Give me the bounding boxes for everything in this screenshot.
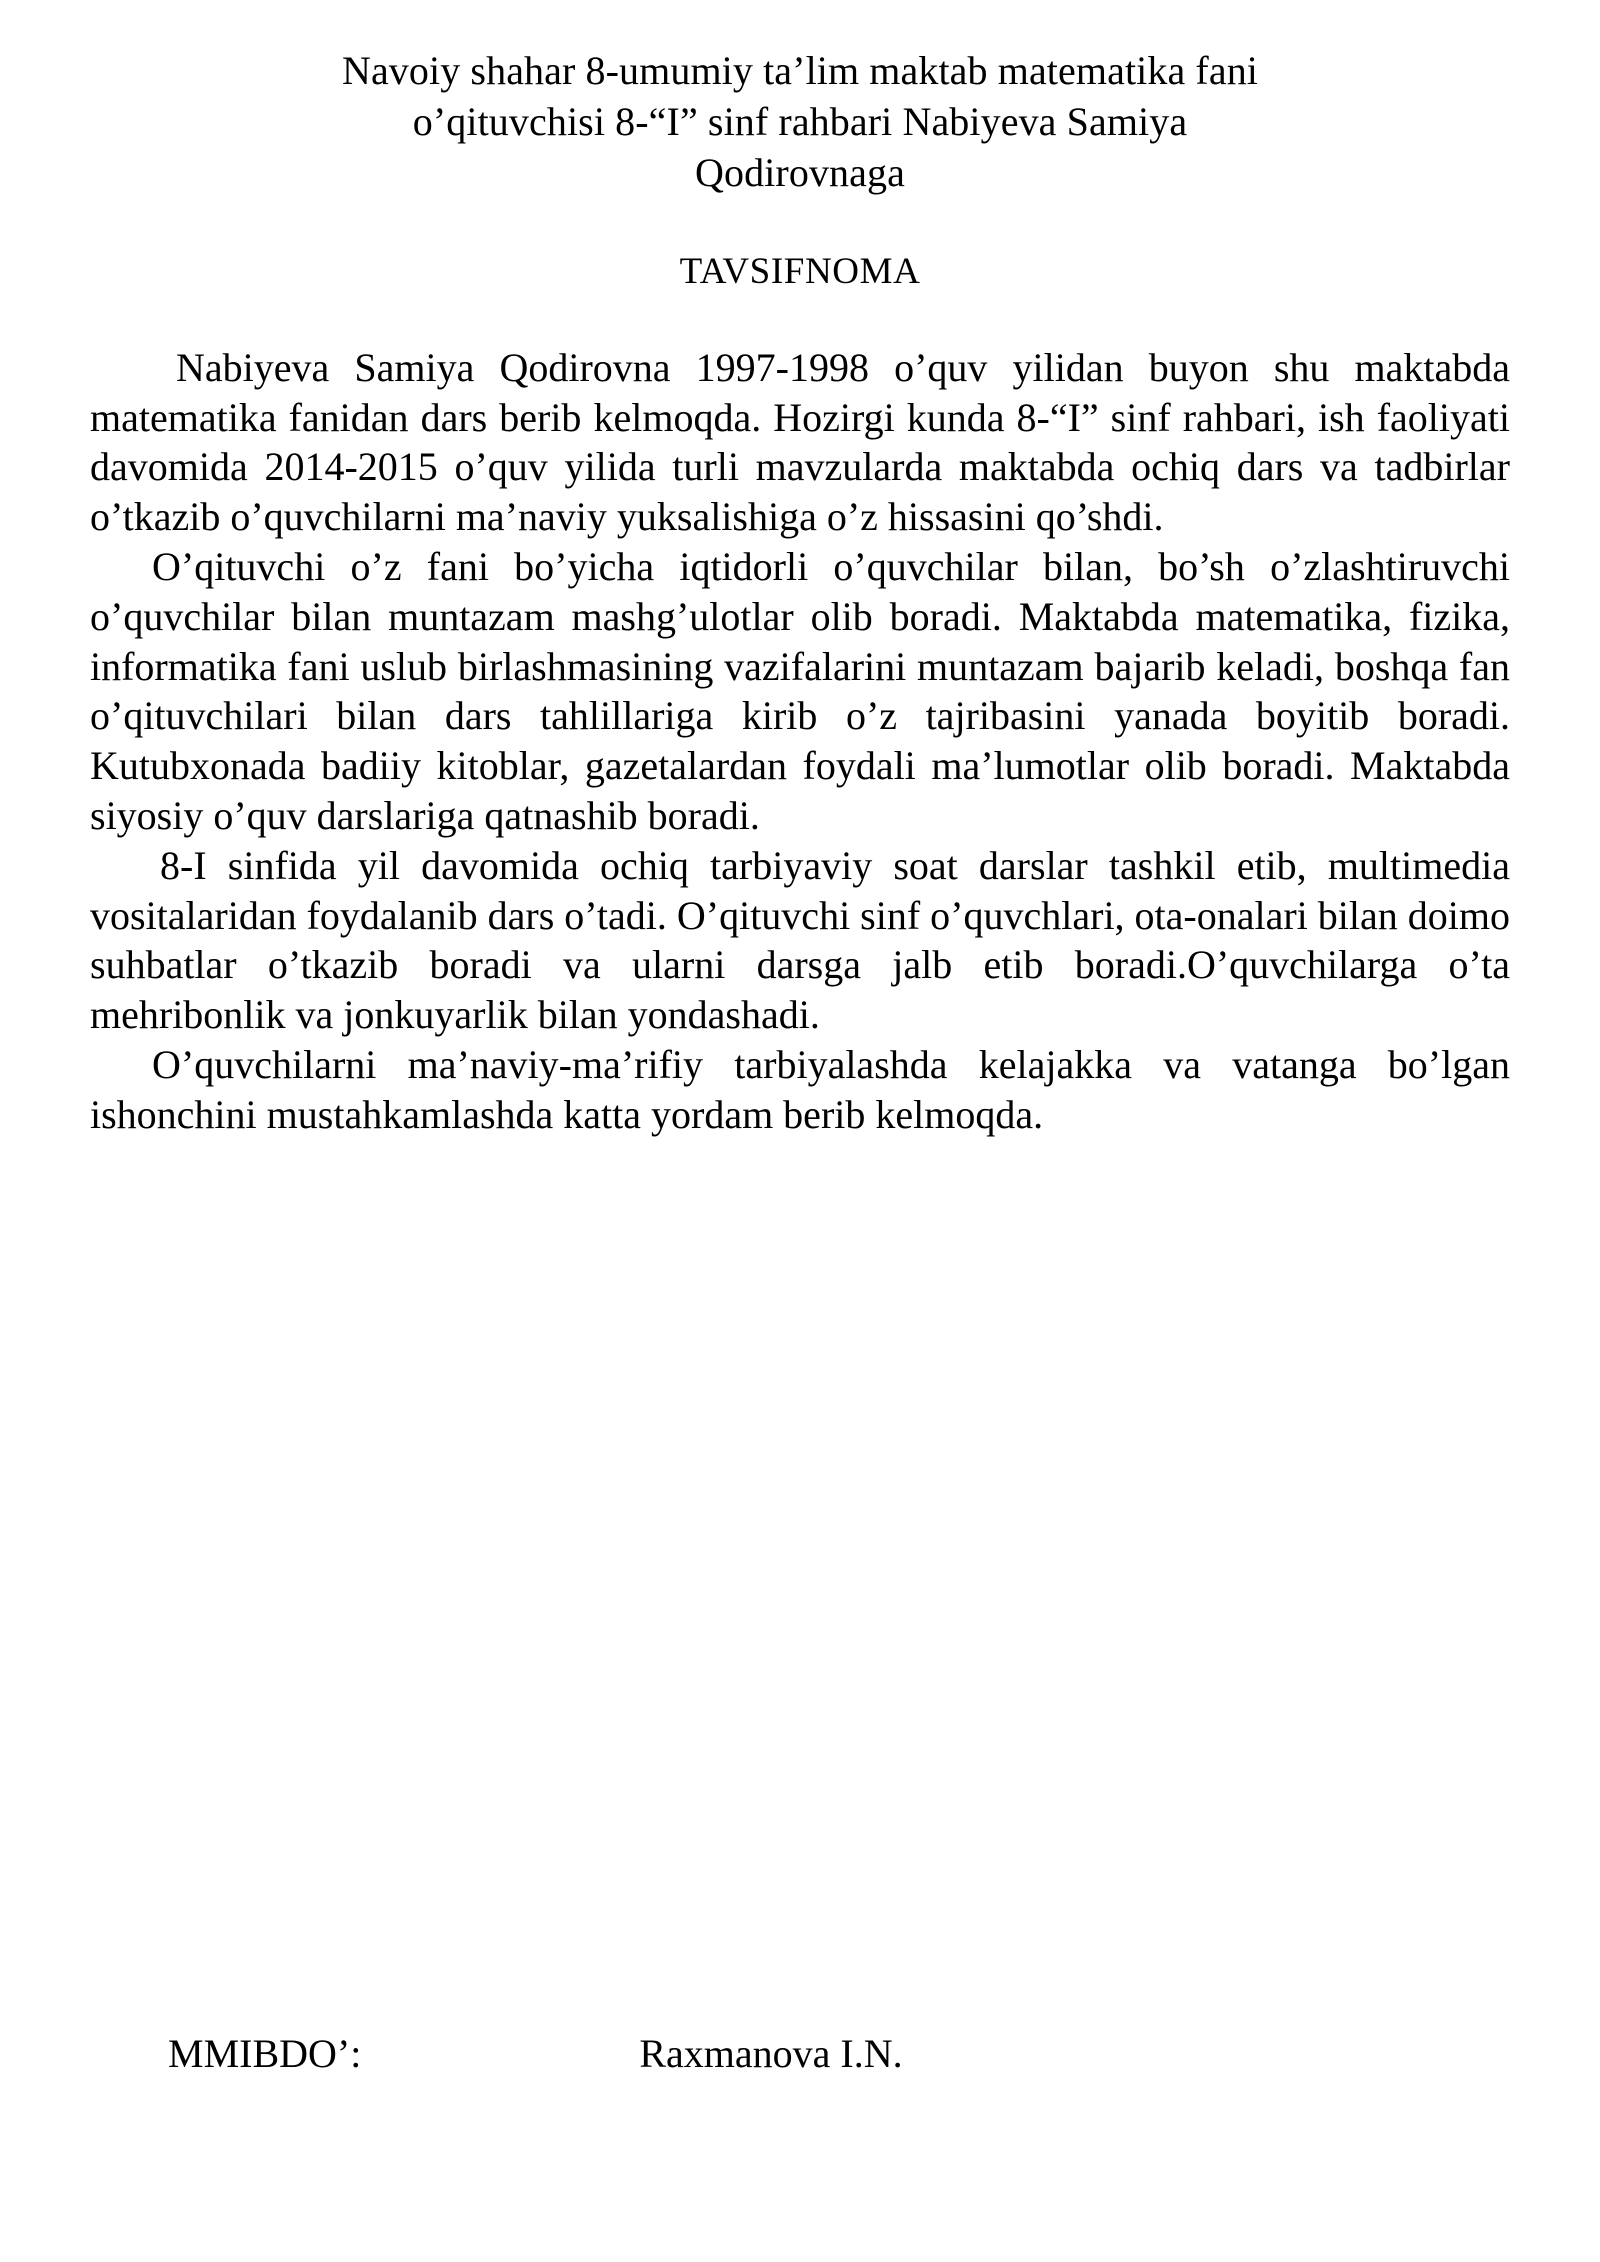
paragraph-1: Nabiyeva Samiya Qodirovna 1997-1998 o’quv yilidan buyon shu maktabda matematika fanidan dars berib kelmoqda. Hozirgi kunda 8-“I” sinf rahbari, ish faoliyati davomida 2014-2015 o’quv yilida turli mavzularda maktabda ochiq dars va tadbirlar o’tkazib o’quvchilarni ma’naviy yuksalishiga o’z hissasini qo’shdi. [90, 344, 1510, 540]
heading-line-3: Qodirovnaga [695, 149, 905, 195]
heading-line-1: Navoiy shahar 8-umumiy ta’lim maktab matematika fani [341, 48, 1259, 93]
paragraph-3: 8-I sinfida yil davomida ochiq tarbiyaviy soat darslar tashkil etib, multimedia vositalaridan foydalanib dars o’tadi. O’qituvchi sinf o’quvchlari, ota-onalari bilan doimo suhbatlar o’tkazib boradi va ularni darsga jalb etib boradi.O’quvchilarga o’ta mehribonlik va jonkuyarlik bilan yondashadi. [90, 842, 1510, 1038]
signature-name: Raxmanova I.N. [639, 2031, 903, 2076]
paragraph-2: O’qituvchi o’z fani bo’yicha iqtidorli o’quvchilar bilan, bo’sh o’zlashtiruvchi o’quvchilar bilan muntazam mashg’ulotlar olib boradi. Maktabda matematika, fizika, informatika fani uslub birlashmasining vazifalarini muntazam bajarib keladi, boshqa fan o’qituvchilari bilan dars tahlillariga kirib o’z tajribasini yanada boyitib boradi. Kutubxonada badiiy kitoblar, gazetalardan foydali ma’lumotlar olib boradi. Maktabda siyosiy o’quv darslariga qatnashib boradi. [90, 543, 1510, 838]
document-title: TAVSIFNOMA [679, 251, 921, 293]
signature-block [90, 2030, 1510, 2078]
signature-role-label: MMIBDO’: [168, 2031, 362, 2076]
signature-row [90, 2030, 1510, 2078]
heading-line-2: o’qituvchisi 8-“I” sinf rahbari Nabiyeva Samiya [412, 98, 1188, 144]
document-body [90, 0, 1510, 1140]
paragraph-4: O’quvchilarni ma’naviy-ma’rifiy tarbiyalashda kelajakka va vatanga bo’lgan ishonchini mustahkamlashda katta yordam berib kelmoqda. [90, 1041, 1510, 1137]
document-paragraphs [90, 343, 1510, 1140]
document-heading [90, 46, 1510, 198]
